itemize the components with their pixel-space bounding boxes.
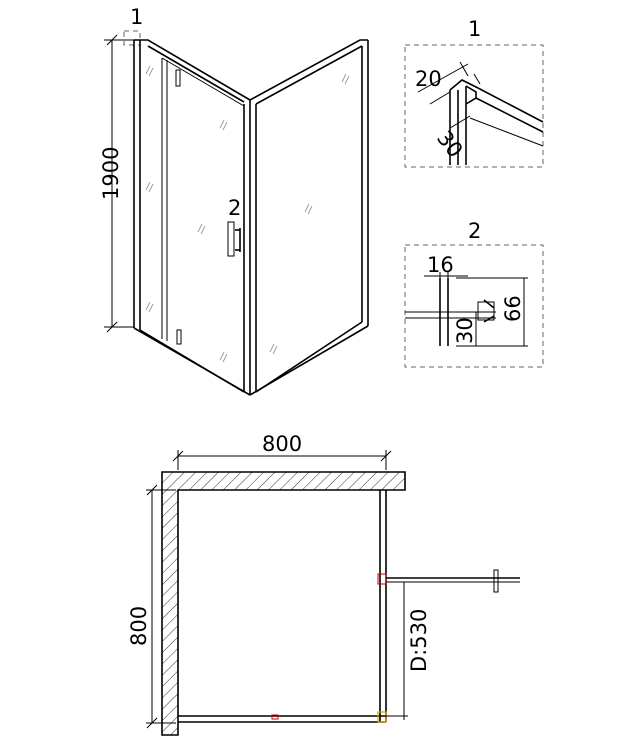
plan-door-label: D:530 (407, 608, 431, 672)
callout-1-box (124, 31, 140, 45)
elevation-view (99, 5, 368, 395)
side-panel (250, 40, 368, 395)
detail-2-title: 2 (468, 219, 482, 243)
plan-width-dimension (173, 432, 391, 470)
detail-1-frame (405, 45, 543, 167)
door-open-handle (494, 570, 498, 592)
detail-2-dim-b: 30 (453, 317, 477, 344)
detail-2-dim-a: 16 (427, 253, 454, 277)
plan-view (127, 432, 520, 735)
height-dimension (99, 35, 134, 332)
glass-reflections (146, 66, 227, 362)
hinge-bottom (177, 330, 181, 344)
plan-depth-label: 800 (127, 605, 151, 646)
callout-2-label: 2 (228, 196, 242, 220)
detail-1-dim-b: 30 (432, 126, 468, 163)
plan-width-label: 800 (262, 432, 303, 456)
detail-1-title: 1 (468, 17, 482, 41)
detail-1-dim-a: 20 (415, 67, 442, 91)
detail-1 (405, 17, 543, 167)
side-glass-reflections (270, 74, 349, 354)
detail-2-dim-c: 66 (501, 295, 525, 322)
callout-1-label: 1 (130, 5, 144, 29)
height-dimension-label: 1900 (99, 146, 123, 200)
wall-hatch (162, 472, 405, 735)
hinge-top (176, 70, 180, 86)
door-panel (134, 40, 250, 395)
enclosure-profile (178, 490, 386, 722)
detail-2 (405, 219, 543, 367)
door-swing (380, 570, 520, 720)
door-handle (228, 222, 234, 256)
